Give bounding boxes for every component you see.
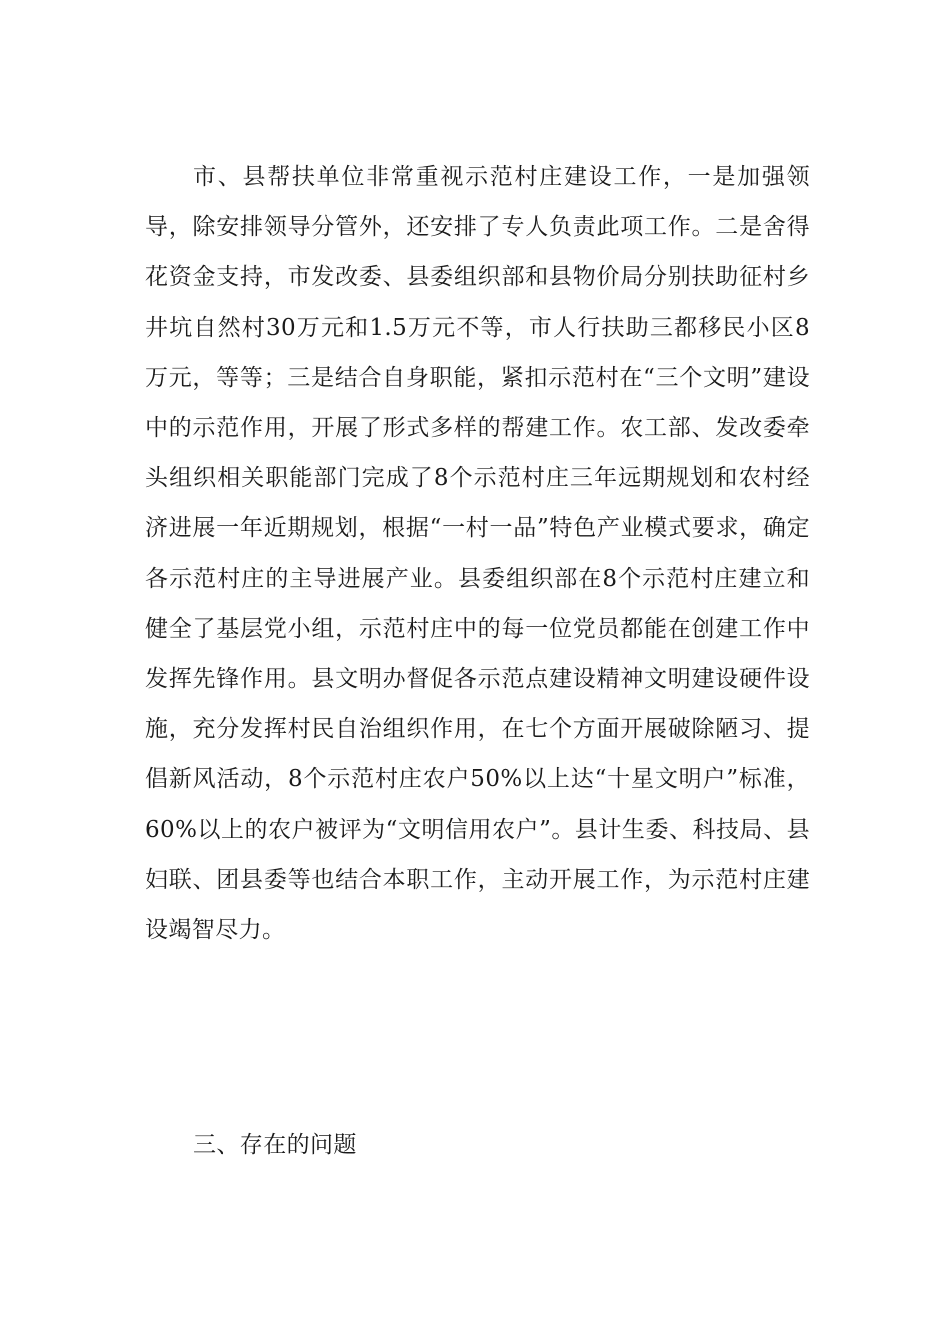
- body-paragraph: 市、县帮扶单位非常重视示范村庄建设工作，一是加强领导，除安排领导分管外，还安排了专人负责此项工作。二是舍得花资金支持，市发改委、县委组织部和县物价局分别扶助征村乡井坑自然村30万元和1.5万元不等，市人行扶助三都移民小区8万元，等等；三是结合自身职能，紧扣示范村在“三个文明”建设中的示范作用，开展了形式多样的帮建工作。农工部、发改委牵头组织相关职能部门完成了8个示范村庄三年远期规划和农村经济进展一年近期规划，根据“一村一品”特色产业模式要求，确定各示范村庄的主导进展产业。县委组织部在8个示范村庄建立和健全了基层党小组，示范村庄中的每一位党员都能在创建工作中发挥先锋作用。县文明办督促各示范点建设精神文明建设硬件设施，充分发挥村民自治组织作用，在七个方面开展破除陋习、提倡新风活动，8个示范村庄农户50%以上达“十星文明户”标准，60%以上的农户被评为“文明信用农户”。县计生委、科技局、县妇联、团县委等也结合本职工作，主动开展工作，为示范村庄建设竭智尽力。: [145, 164, 810, 944]
- section-heading: 三、存在的问题: [193, 1132, 357, 1158]
